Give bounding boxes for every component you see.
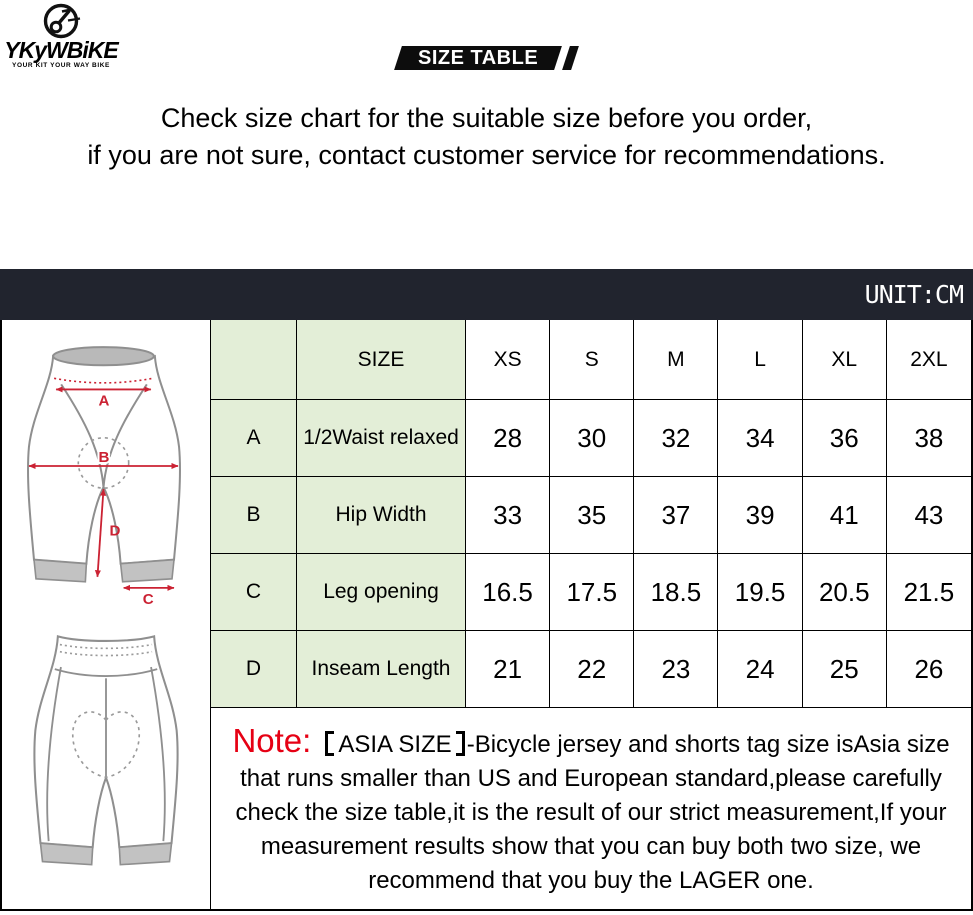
bike-ring-icon — [38, 2, 84, 40]
size-value: 18.5 — [634, 554, 718, 631]
back-right-cuff — [119, 843, 171, 865]
size-value: 22 — [550, 631, 634, 708]
size-value: 36 — [803, 400, 887, 477]
banner-accent-strip — [562, 46, 579, 70]
note-label: Note: — [232, 722, 312, 759]
size-table — [211, 320, 971, 708]
right-cuff — [121, 560, 174, 582]
measure-label: 1/2Waist relaxed — [297, 400, 466, 477]
size-value: 32 — [634, 400, 718, 477]
brand-name: YKyWBiKE — [4, 37, 118, 63]
shorts-front-diagram — [14, 334, 194, 606]
size-value: 41 — [803, 477, 887, 554]
measure-label: Hip Width — [297, 477, 466, 554]
lenticular-bracket-close — [456, 731, 465, 756]
note-tag: ASIA SIZE — [338, 731, 452, 758]
size-value: 35 — [550, 477, 634, 554]
size-value: 23 — [634, 631, 718, 708]
content-block — [0, 320, 973, 911]
measure-label-c: C — [142, 590, 154, 606]
size-value: 20.5 — [803, 554, 887, 631]
size-value: 19.5 — [718, 554, 802, 631]
size-table-banner — [0, 46, 973, 70]
size-value: 30 — [550, 400, 634, 477]
size-column-header: L — [718, 320, 802, 400]
size-value: 26 — [887, 631, 971, 708]
note-box — [211, 708, 971, 909]
measure-label-b: B — [98, 448, 110, 466]
row-key: D — [211, 631, 297, 708]
size-value: 28 — [466, 400, 550, 477]
table-and-note — [211, 320, 971, 909]
size-column-header: M — [634, 320, 718, 400]
measure-label: Leg opening — [297, 554, 466, 631]
size-header-cell: SIZE — [297, 320, 466, 400]
size-value: 24 — [718, 631, 802, 708]
brand-tagline: YOUR KIT YOUR WAY BIKE — [12, 62, 110, 69]
size-column-header: XS — [466, 320, 550, 400]
size-column-header: 2XL — [887, 320, 971, 400]
size-value: 33 — [466, 477, 550, 554]
size-value: 39 — [718, 477, 802, 554]
measure-label-a: A — [98, 392, 110, 410]
measure-label-d: D — [109, 522, 121, 540]
intro-text — [0, 100, 973, 174]
size-value: 25 — [803, 631, 887, 708]
size-value: 16.5 — [466, 554, 550, 631]
size-value: 34 — [718, 400, 802, 477]
measure-label: Inseam Length — [297, 631, 466, 708]
lenticular-bracket-open — [325, 731, 334, 756]
row-key: B — [211, 477, 297, 554]
waistband — [53, 347, 154, 365]
note-text: -Bicycle jersey and shorts tag size isAsia size that runs smaller than US and European standard,please carefully check the size table,it is the result of our strict measurement,If your measurement results show that you can buy both two size, we recommend that you buy the LAGER one. — [235, 731, 950, 894]
size-value: 37 — [634, 477, 718, 554]
row-key: A — [211, 400, 297, 477]
illustration-panel — [2, 320, 211, 909]
size-column-header: S — [550, 320, 634, 400]
intro-line-2: if you are not sure, contact customer service for recommendations. — [87, 140, 886, 170]
size-value: 38 — [887, 400, 971, 477]
size-value: 43 — [887, 477, 971, 554]
size-column-header: XL — [803, 320, 887, 400]
banner-label-bg — [395, 46, 563, 70]
shorts-back-diagram — [24, 622, 188, 878]
size-value: 17.5 — [550, 554, 634, 631]
corner-cell — [211, 320, 297, 400]
unit-label: UNIT:CM — [864, 280, 963, 309]
row-key: C — [211, 554, 297, 631]
size-value: 21.5 — [887, 554, 971, 631]
banner-label: SIZE TABLE — [418, 47, 539, 69]
left-cuff — [34, 560, 86, 582]
back-left-cuff — [40, 843, 92, 865]
intro-line-1: Check size chart for the suitable size before you order, — [160, 103, 813, 133]
unit-bar — [0, 269, 973, 320]
size-value: 21 — [466, 631, 550, 708]
